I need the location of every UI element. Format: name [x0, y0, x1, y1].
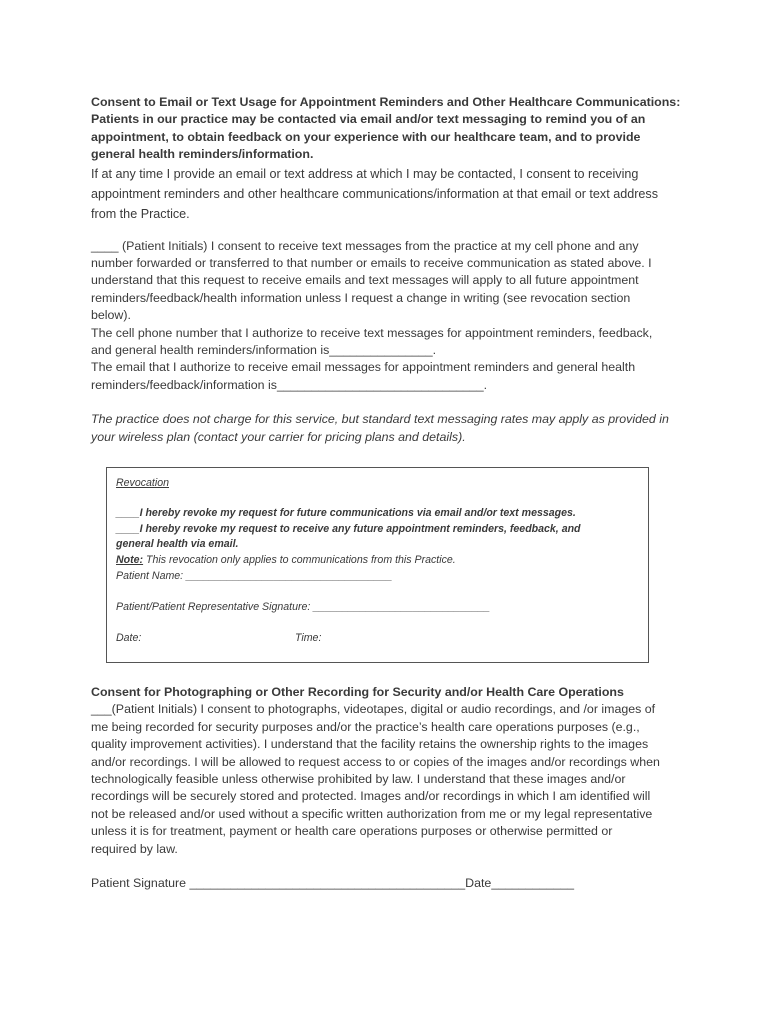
- email-consent-section: [91, 94, 691, 446]
- email-consent-intro: If at any time I provide an email or text address at which I may be contacted, I consent to receiving appointment reminders and other healthcare communications/information at that email or text address from the Practice.: [91, 166, 659, 221]
- patient-initials-paragraph: ____ (Patient Initials) I consent to receive text messages from the practice at my cell phone and any number forwarded or transferred to that number or emails to receive communication as stated above. I understand that this request to receive emails and text messages will apply to all future appointment reminders/feedback/health information unless I request a change in writing (see revocation section below). The cell phone number that I authorize to receive text messages for appointment reminders, feedback, and general health reminders/information is_______________. The email that I authorize to receive email messages for appointment reminders and general health reminders/feedback/information is______________________________.: [91, 238, 653, 392]
- revocation-title: Revocation: [116, 477, 169, 489]
- text-rates-disclaimer: The practice does not charge for this service, but standard text messaging rates may apply as provided in your wireless plan (contact your carrier for pricing plans and details).: [91, 412, 669, 444]
- date-time-row: [116, 631, 639, 647]
- cell-phone-field[interactable]: and general health reminders/information is_______________.: [91, 343, 437, 358]
- photo-consent-section: [91, 684, 691, 892]
- note-label: Note:: [116, 554, 144, 567]
- photo-consent-heading: Consent for Photographing or Other Recording for Security and/or Health Care Operations: [91, 685, 624, 699]
- email-field[interactable]: reminders/feedback/information is______________________________.: [91, 377, 488, 392]
- email-line: The email that I authorize to receive email messages for appointment reminders and general health: [91, 360, 636, 375]
- revoke-reminders-line[interactable]: ____I hereby revoke my request to receive any future appointment reminders, feedback, and general health via email.: [116, 522, 581, 551]
- revocation-box: [106, 467, 649, 663]
- date-field[interactable]: Date:: [116, 631, 142, 644]
- time-field[interactable]: Time:: [295, 631, 322, 644]
- email-consent-heading: Consent to Email or Text Usage for Appointment Reminders and Other Healthcare Communications: Patients in our practice may be contacted via email and/or text messaging to remind you of an appointment, to obtain feedback on your experience with our healthcare team, and to provide general health reminders/information.: [91, 95, 681, 162]
- representative-signature-field[interactable]: Patient/Patient Representative Signature: ______________________________: [116, 600, 491, 613]
- photo-consent-body: ___(Patient Initials) I consent to photographs, videotapes, digital or audio recordings, and /or images of me being recorded for security purposes and/or the practice’s health care operations purposes (e.g., quality improvement activities). I understand that the facility retains the ownership rights to the images and/or recordings. I will be allowed to request access to or copies of the images and/or recordings when technologically feasible unless otherwise prohibited by law. I understand that these images and/or recordings will be securely stored and protected. Images and/or recordings in which I am identified will not be released and/or used without a specific written authorization from me or my legal representative unless it is for treatment, payment or health care operations purposes or otherwise permitted or required by law.: [91, 702, 660, 856]
- patient-signature-date-field[interactable]: Patient Signature ________________________________________Date____________: [91, 876, 575, 891]
- patient-name-field[interactable]: Patient Name: ___________________________________: [116, 569, 393, 582]
- revoke-communications-line[interactable]: ____I hereby revoke my request for future communications via email and/or text messages.: [116, 506, 576, 519]
- cell-phone-line: The cell phone number that I authorize to receive text messages for appointment reminders, feedback,: [91, 325, 653, 340]
- revocation-note: Note: This revocation only applies to communications from this Practice.: [116, 554, 456, 567]
